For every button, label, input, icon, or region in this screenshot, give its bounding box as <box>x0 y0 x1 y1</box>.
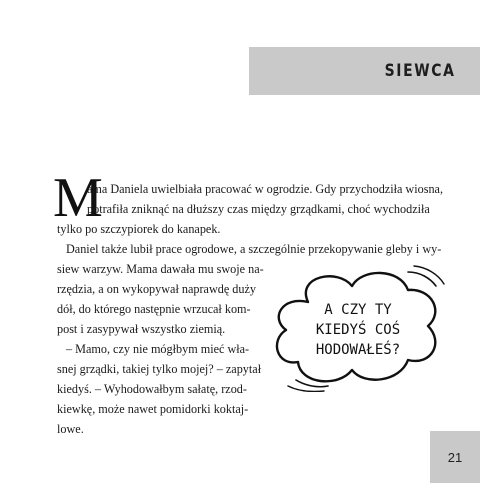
page-number-box <box>430 431 480 483</box>
story-line-6: rzędzia, a on wykopywał naprawdę duży <box>57 282 256 296</box>
story-line-4: Daniel także lubił prace ogrodowe, a szczególnie przekopywanie gleby i wy- <box>66 242 442 256</box>
bubble-line-3: HODOWAŁEŚ? <box>315 342 401 358</box>
thought-cloud <box>268 262 448 392</box>
story-line-9: – Mamo, czy nie mógłbym mieć wła- <box>66 342 250 356</box>
story-line-11: kiedyś. – Wyhodowałbym sałatę, rzod- <box>57 382 247 396</box>
story-line-13: lowe. <box>57 422 84 436</box>
story-line-3: tylko po szczypiorek do kanapek. <box>57 222 221 236</box>
story-line-5: siew warzyw. Mama dawała mu swoje na- <box>57 262 264 276</box>
story-line-8: post i zasypywał wszystko ziemią. <box>57 322 226 336</box>
chapter-title: SIEWCA <box>385 61 456 81</box>
story-line-10: snej grządki, takiej tylko mojej? – zapytał <box>57 362 262 376</box>
chapter-title-band <box>249 47 480 95</box>
motion-line-top-2 <box>414 266 444 284</box>
bubble-line-1: A CZY TY <box>324 302 392 318</box>
motion-line-top <box>408 272 436 286</box>
story-line-12: kiewkę, może nawet pomidorki koktaj- <box>57 402 249 416</box>
story-line-1: ama Daniela uwielbiała pracować w ogrodzie. Gdy przychodziła wiosna, <box>87 182 444 196</box>
story-line-7: dół, do którego następnie wrzucał kom- <box>57 302 251 316</box>
page-number: 21 <box>447 449 463 465</box>
story-line-2: potrafiła zniknąć na dłuższy czas między grządkami, choć wychodziła <box>87 202 430 216</box>
bubble-line-2: KIEDYŚ COŚ <box>315 322 401 338</box>
drop-cap: M <box>53 167 103 229</box>
